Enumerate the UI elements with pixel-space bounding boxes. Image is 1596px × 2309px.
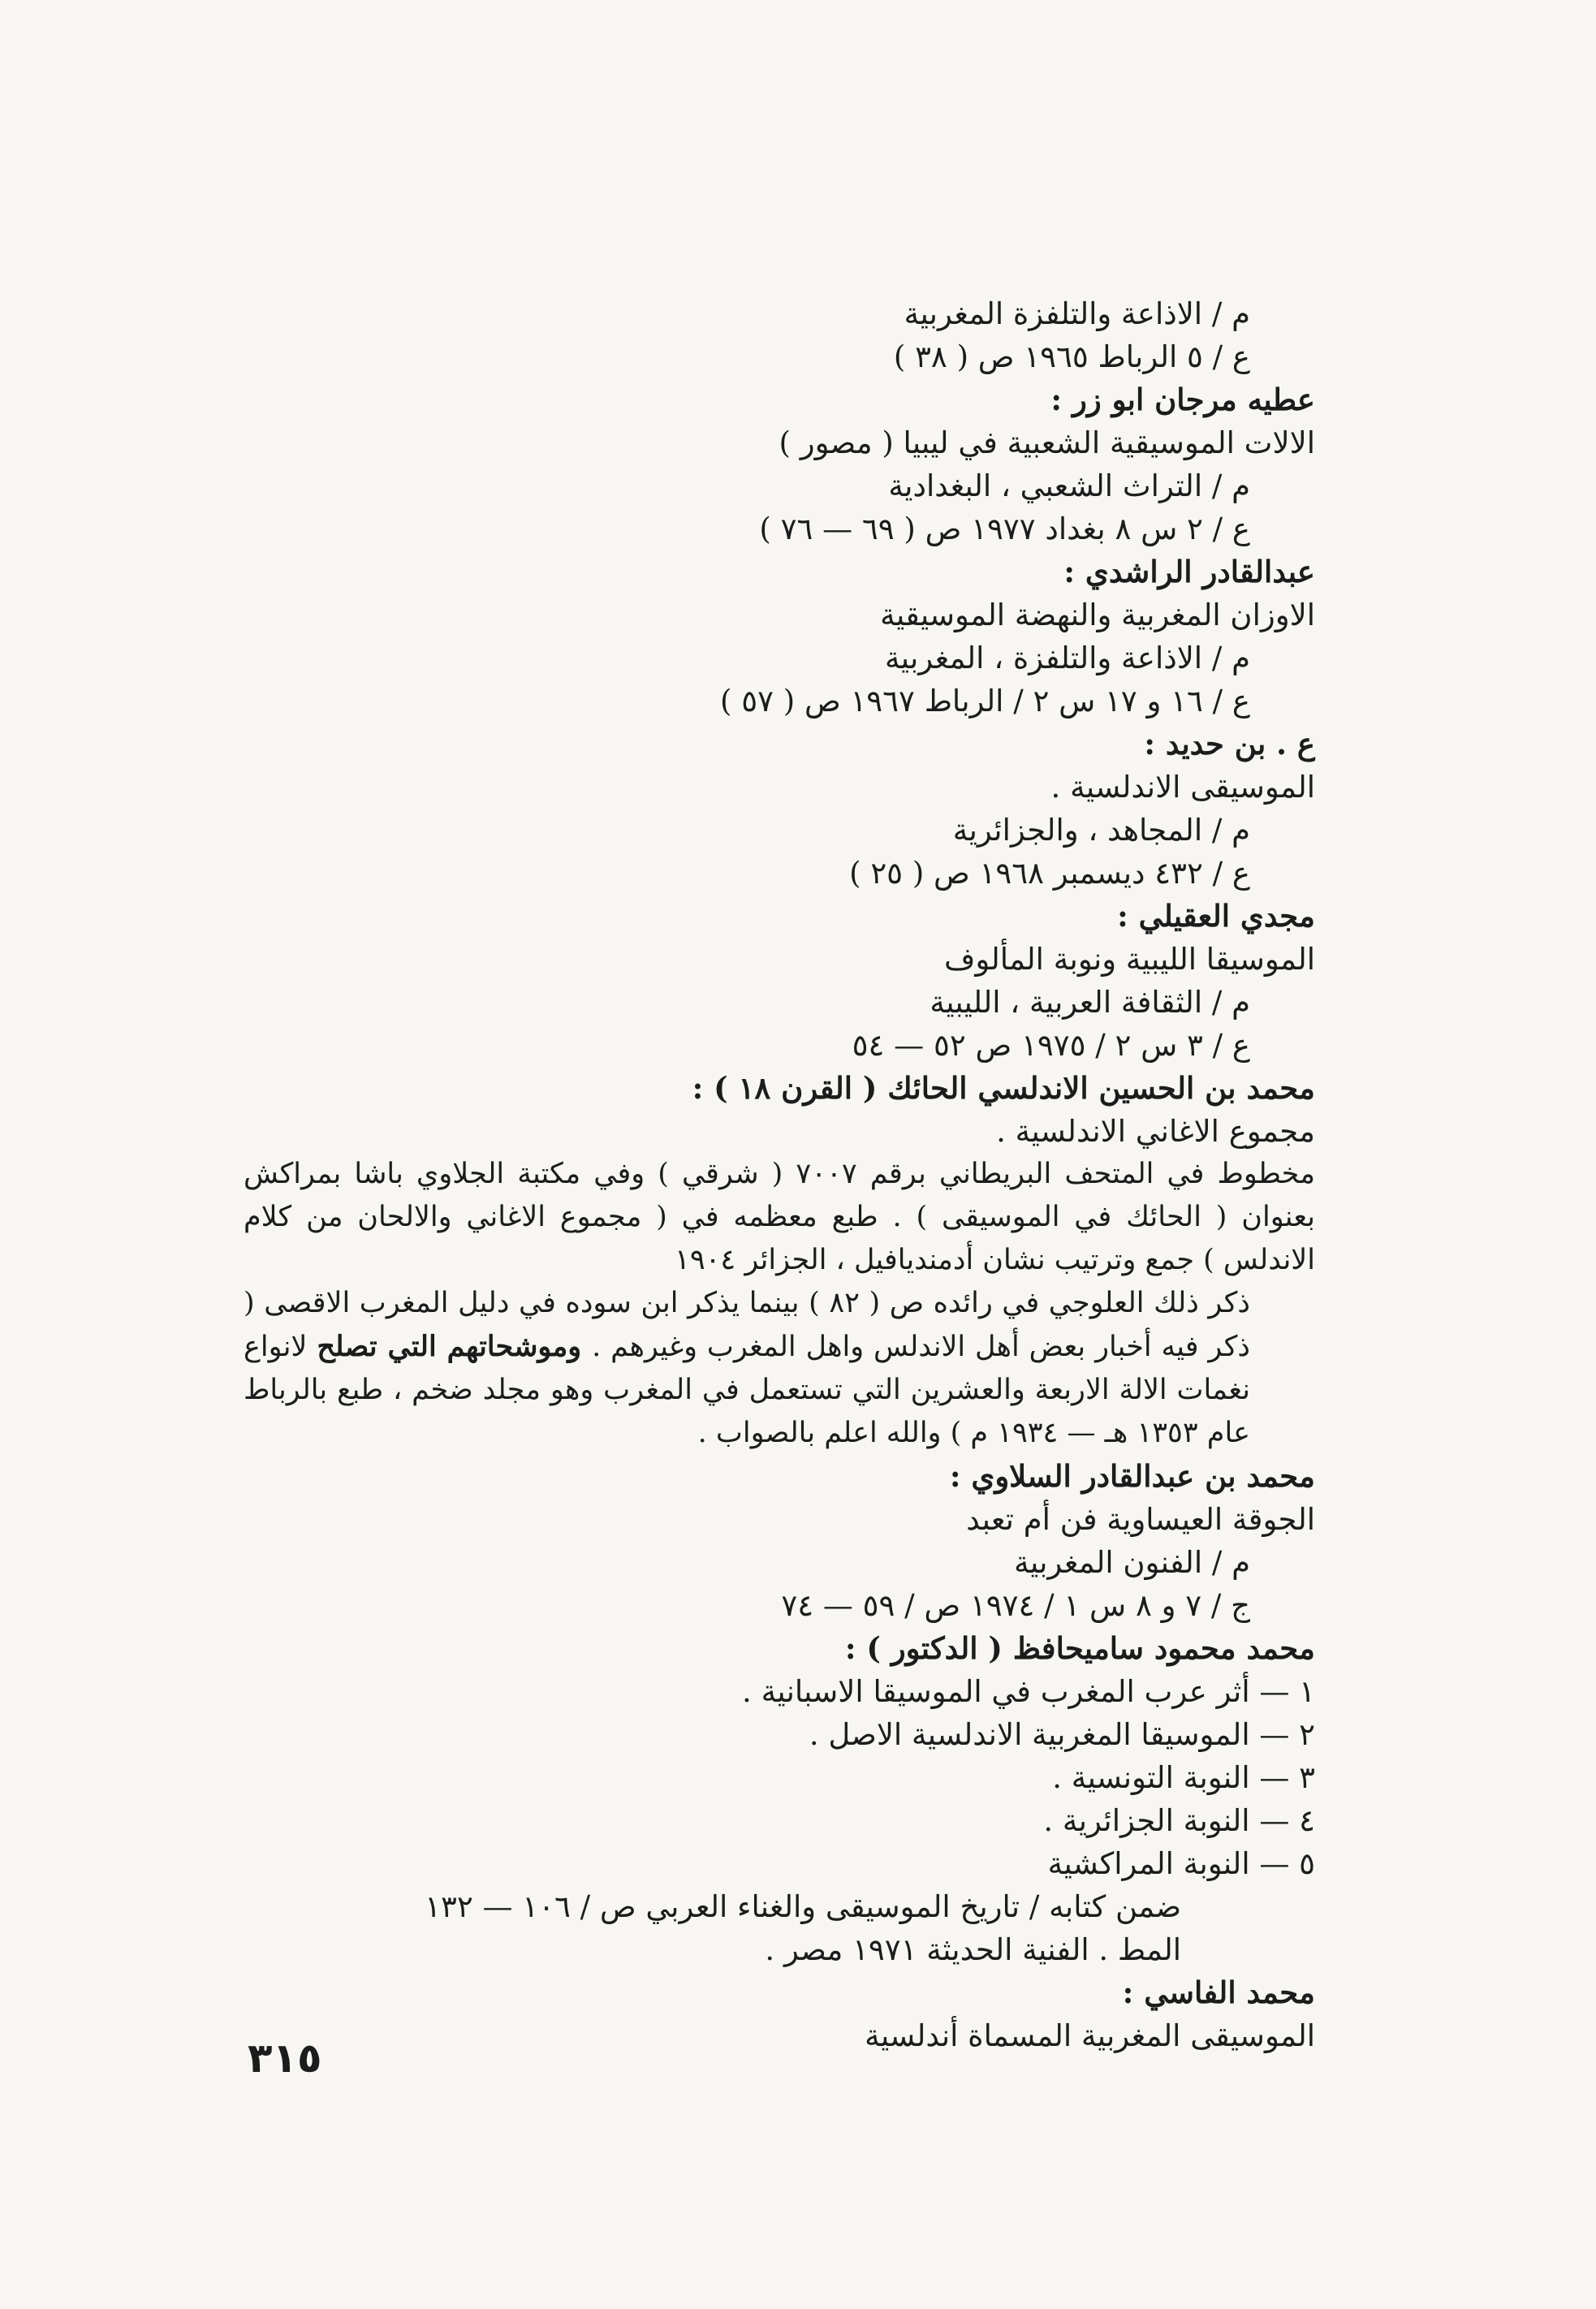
periodical-line: م / التراث الشعبي ، البغدادية [888, 468, 1250, 503]
entry-list-1 [244, 292, 1315, 1153]
source-line: المط . الفنية الحديثة ١٩٧١ مصر . [765, 1932, 1181, 1967]
author-heading: عبدالقادر الراشدي : [1063, 554, 1315, 589]
work-title: الموسيقى الاندلسية . [1050, 770, 1315, 805]
author-heading: عطيه مرجان ابو زر : [1050, 382, 1315, 417]
numbered-item: ١ — أثر عرب المغرب في الموسيقا الاسبانية . [742, 1674, 1315, 1709]
author-heading: مجدي العقيلي : [1117, 898, 1315, 934]
work-title: الموسيقى المغربية المسماة أندلسية [865, 2018, 1315, 2053]
author-heading: محمد الفاسي : [1122, 1975, 1315, 2010]
issue-line: ج / ٧ و ٨ س ١ / ١٩٧٤ ص / ٥٩ — ٧٤ [781, 1588, 1250, 1623]
issue-line: ع / ٢ س ٨ بغداد ١٩٧٧ ص ( ٦٩ — ٧٦ ) [759, 511, 1250, 546]
periodical-line: م / الثقافة العربية ، الليبية [930, 985, 1250, 1020]
note-text-bold: وموشحاتهم التي تصلح [317, 1330, 593, 1363]
numbered-item: ٣ — النوبة التونسية . [1052, 1760, 1315, 1795]
page-body [244, 292, 1315, 2057]
numbered-item: ٥ — النوبة المراكشية [1047, 1846, 1315, 1881]
note-paragraph [244, 1282, 1315, 1455]
author-heading: محمد محمود ساميحافظ ( الدكتور ) : [844, 1630, 1315, 1666]
periodical-line: م / الاذاعة والتلفزة المغربية [904, 296, 1250, 331]
work-title: مجموع الاغاني الاندلسية . [996, 1114, 1315, 1149]
numbered-item: ٢ — الموسيقا المغربية الاندلسية الاصل . [809, 1717, 1315, 1752]
note-text-c: لانواع نغمات الالة الاربعة والعشرين التي تستعمل في المغرب وهو مجلد ضخم ، طبع بالرباط عام ١٣٥٣ هـ — ١٩٣٤ م ) والله اعلم بالصواب . [244, 1331, 1250, 1449]
author-heading: محمد بن عبدالقادر السلاوي : [949, 1458, 1315, 1494]
entry-list-2 [244, 1455, 1315, 2057]
work-title: الالات الموسيقية الشعبية في ليبيا ( مصور ) [779, 425, 1315, 460]
issue-line: ع / ٤٣٢ ديسمبر ١٩٦٨ ص ( ٢٥ ) [849, 856, 1250, 891]
manuscript-paragraph: مخطوط في المتحف البريطاني برقم ٧٠٠٧ ( شرقي ) وفي مكتبة الجلاوي باشا بمراكش بعنوان ( الحائك في الموسيقى ) . طبع معظمه في ( مجموع الاغاني والالحان من كلام الاندلس ) جمع وترتيب نشان أدمنديافيل ، الجزائر ١٩٠٤ [244, 1158, 1315, 1276]
issue-line: ع / ١٦ و ١٧ س ٢ / الرباط ١٩٦٧ ص ( ٥٧ ) [720, 684, 1250, 719]
author-heading: ع . بن حديد : [1144, 726, 1315, 762]
note-text-a: ذكر ذلك العلوجي في رائده ص ( ٨٢ ) بينما يذكر ابن سوده في دليل المغرب الاقصى ( ذكر فيه أخبار بعض أهل الاندلس واهل المغرب وغيرهم . [244, 1287, 1250, 1363]
source-line: ضمن كتابه / تاريخ الموسيقى والغناء العربي ص / ١٠٦ — ١٣٢ [425, 1889, 1181, 1924]
page-number: ٣١٥ [248, 2035, 322, 2082]
work-title: الموسيقا الليبية ونوبة المألوف [943, 942, 1315, 977]
numbered-item: ٤ — النوبة الجزائرية . [1043, 1803, 1315, 1838]
periodical-line: م / الاذاعة والتلفزة ، المغربية [884, 641, 1250, 675]
periodical-line: م / المجاهد ، والجزائرية [952, 813, 1250, 848]
author-heading: محمد بن الحسين الاندلسي الحائك ( القرن ١٨ ) : [692, 1070, 1315, 1106]
issue-line: ع / ٣ س ٢ / ١٩٧٥ ص ٥٢ — ٥٤ [852, 1028, 1250, 1063]
issue-line: ع / ٥ الرباط ١٩٦٥ ص ( ٣٨ ) [893, 339, 1250, 374]
work-title: الجوقة العيساوية فن أم تعبد [966, 1502, 1315, 1537]
periodical-line: م / الفنون المغربية [1014, 1545, 1250, 1580]
work-title: الاوزان المغربية والنهضة الموسيقية [880, 598, 1315, 632]
